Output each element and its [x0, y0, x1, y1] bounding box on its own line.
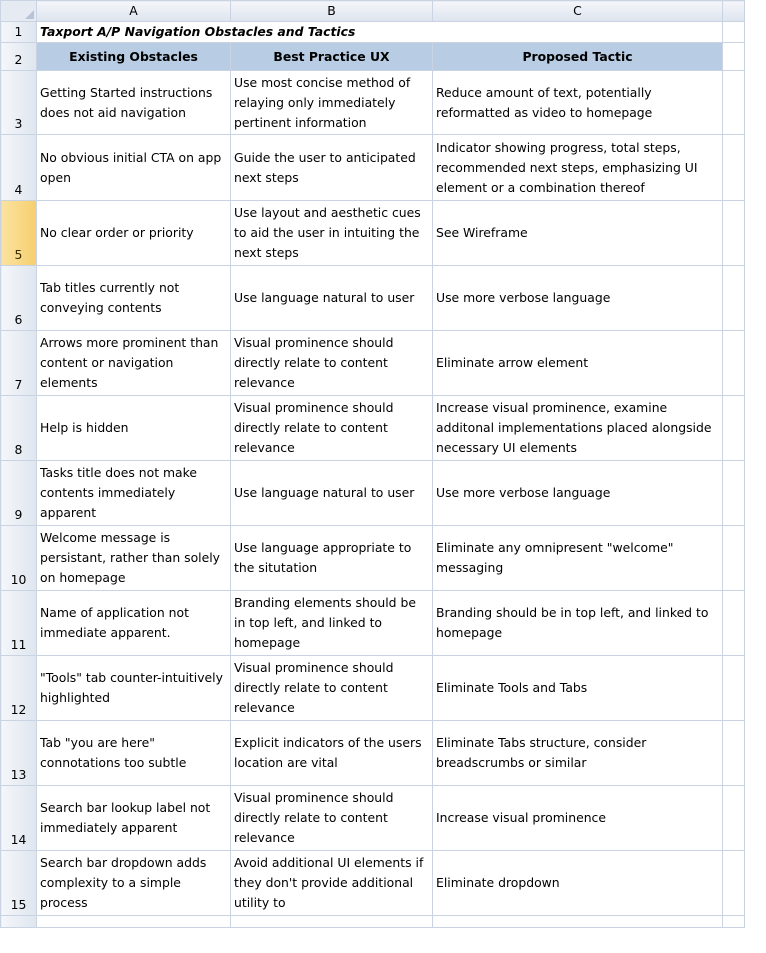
header-best-practice-ux[interactable]: Best Practice UX: [231, 43, 433, 71]
select-all-corner[interactable]: [1, 1, 37, 22]
cell-best-practice[interactable]: Branding elements should be in top left, and linked to homepage: [231, 591, 433, 656]
cell-proposed-tactic[interactable]: Eliminate any omnipresent "welcome" messaging: [433, 526, 723, 591]
sheet-row: [1, 591, 745, 656]
cell-best-practice[interactable]: Use language natural to user: [231, 266, 433, 331]
cell-proposed-tactic[interactable]: Use more verbose language: [433, 461, 723, 526]
cell-extra[interactable]: [723, 331, 745, 396]
row-header[interactable]: 9: [1, 461, 37, 526]
data-rows: [1, 71, 745, 916]
cell-best-practice[interactable]: Use most concise method of relaying only immediately pertinent information: [231, 71, 433, 135]
select-all-triangle-icon: [25, 10, 34, 19]
row-header[interactable]: 10: [1, 526, 37, 591]
cell-extra[interactable]: [723, 916, 745, 928]
cell-extra[interactable]: [723, 591, 745, 656]
cell-proposed-tactic[interactable]: Eliminate dropdown: [433, 851, 723, 916]
cell-proposed-tactic[interactable]: Branding should be in top left, and linked to homepage: [433, 591, 723, 656]
row-header[interactable]: 14: [1, 786, 37, 851]
cell-proposed-tactic[interactable]: See Wireframe: [433, 201, 723, 266]
column-header-b[interactable]: B: [231, 1, 433, 22]
cell-extra[interactable]: [723, 656, 745, 721]
sheet-row: [1, 461, 745, 526]
cell-extra[interactable]: [723, 201, 745, 266]
sheet-row: [1, 331, 745, 396]
column-header-d[interactable]: [723, 1, 745, 22]
cell-existing-obstacle[interactable]: No obvious initial CTA on app open: [37, 135, 231, 201]
cell-extra[interactable]: [723, 851, 745, 916]
cell-existing-obstacle[interactable]: "Tools" tab counter-intuitively highlighted: [37, 656, 231, 721]
row-header[interactable]: 2: [1, 43, 37, 71]
row-header[interactable]: [1, 916, 37, 928]
cell-proposed-tactic[interactable]: Eliminate Tools and Tabs: [433, 656, 723, 721]
cell-c[interactable]: [433, 916, 723, 928]
sheet-row: [1, 526, 745, 591]
cell-extra[interactable]: [723, 396, 745, 461]
cell-existing-obstacle[interactable]: Getting Started instructions does not aid navigation: [37, 71, 231, 135]
cell-proposed-tactic[interactable]: Use more verbose language: [433, 266, 723, 331]
row-header[interactable]: 5: [1, 201, 37, 266]
cell-best-practice[interactable]: Use language natural to user: [231, 461, 433, 526]
sheet-row: [1, 786, 745, 851]
sheet-row: [1, 135, 745, 201]
row-header[interactable]: 3: [1, 71, 37, 135]
header-existing-obstacles[interactable]: Existing Obstacles: [37, 43, 231, 71]
row-header[interactable]: 6: [1, 266, 37, 331]
row-header[interactable]: 13: [1, 721, 37, 786]
cell-proposed-tactic[interactable]: Reduce amount of text, potentially reformatted as video to homepage: [433, 71, 723, 135]
sheet-row-2: [1, 43, 745, 71]
cell-extra[interactable]: [723, 721, 745, 786]
cell-existing-obstacle[interactable]: No clear order or priority: [37, 201, 231, 266]
sheet-row: [1, 266, 745, 331]
column-header-a[interactable]: A: [37, 1, 231, 22]
cell-existing-obstacle[interactable]: Name of application not immediate apparent.: [37, 591, 231, 656]
cell-proposed-tactic[interactable]: Increase visual prominence: [433, 786, 723, 851]
row-header[interactable]: 7: [1, 331, 37, 396]
column-header-row: [1, 1, 745, 22]
cell-existing-obstacle[interactable]: Tab "you are here" connotations too subtle: [37, 721, 231, 786]
cell-best-practice[interactable]: Visual prominence should directly relate to content relevance: [231, 396, 433, 461]
sheet-row-16-partial: [1, 916, 745, 928]
row-header[interactable]: 1: [1, 22, 37, 43]
cell-best-practice[interactable]: Visual prominence should directly relate to content relevance: [231, 786, 433, 851]
cell-extra[interactable]: [723, 461, 745, 526]
row-header[interactable]: 4: [1, 135, 37, 201]
cell-existing-obstacle[interactable]: Welcome message is persistant, rather than solely on homepage: [37, 526, 231, 591]
header-proposed-tactic[interactable]: Proposed Tactic: [433, 43, 723, 71]
cell-existing-obstacle[interactable]: Search bar dropdown adds complexity to a simple process: [37, 851, 231, 916]
cell-extra[interactable]: [723, 135, 745, 201]
cell-extra[interactable]: [723, 266, 745, 331]
cell-best-practice[interactable]: Use language appropriate to the situtation: [231, 526, 433, 591]
cell-proposed-tactic[interactable]: Eliminate Tabs structure, consider breadscrumbs or similar: [433, 721, 723, 786]
cell-existing-obstacle[interactable]: Tasks title does not make contents immediately apparent: [37, 461, 231, 526]
cell-extra[interactable]: [723, 526, 745, 591]
sheet-title-cell[interactable]: Taxport A/P Navigation Obstacles and Tactics: [37, 22, 723, 43]
sheet-row: [1, 721, 745, 786]
cell-extra[interactable]: [723, 22, 745, 43]
cell-proposed-tactic[interactable]: Increase visual prominence, examine additonal implementations placed alongside necessary UI elements: [433, 396, 723, 461]
row-header[interactable]: 15: [1, 851, 37, 916]
sheet-row: [1, 71, 745, 135]
cell-proposed-tactic[interactable]: Indicator showing progress, total steps, recommended next steps, emphasizing UI element or a combination thereof: [433, 135, 723, 201]
sheet-row: [1, 201, 745, 266]
cell-extra[interactable]: [723, 786, 745, 851]
sheet-row-1: [1, 22, 745, 43]
sheet-row: [1, 851, 745, 916]
cell-best-practice[interactable]: Explicit indicators of the users location are vital: [231, 721, 433, 786]
cell-existing-obstacle[interactable]: Search bar lookup label not immediately apparent: [37, 786, 231, 851]
cell-extra[interactable]: [723, 43, 745, 71]
cell-extra[interactable]: [723, 71, 745, 135]
cell-existing-obstacle[interactable]: Arrows more prominent than content or navigation elements: [37, 331, 231, 396]
row-header[interactable]: 8: [1, 396, 37, 461]
cell-best-practice[interactable]: Avoid additional UI elements if they don't provide additional utility to: [231, 851, 433, 916]
cell-existing-obstacle[interactable]: Help is hidden: [37, 396, 231, 461]
cell-existing-obstacle[interactable]: Tab titles currently not conveying contents: [37, 266, 231, 331]
column-header-c[interactable]: C: [433, 1, 723, 22]
cell-proposed-tactic[interactable]: Eliminate arrow element: [433, 331, 723, 396]
cell-best-practice[interactable]: Use layout and aesthetic cues to aid the user in intuiting the next steps: [231, 201, 433, 266]
sheet-row: [1, 656, 745, 721]
row-header[interactable]: 12: [1, 656, 37, 721]
cell-best-practice[interactable]: Guide the user to anticipated next steps: [231, 135, 433, 201]
cell-a[interactable]: [37, 916, 231, 928]
row-header[interactable]: 11: [1, 591, 37, 656]
sheet-row: [1, 396, 745, 461]
cell-b[interactable]: [231, 916, 433, 928]
cell-best-practice[interactable]: Visual prominence should directly relate to content relevance: [231, 656, 433, 721]
cell-best-practice[interactable]: Visual prominence should directly relate to content relevance: [231, 331, 433, 396]
